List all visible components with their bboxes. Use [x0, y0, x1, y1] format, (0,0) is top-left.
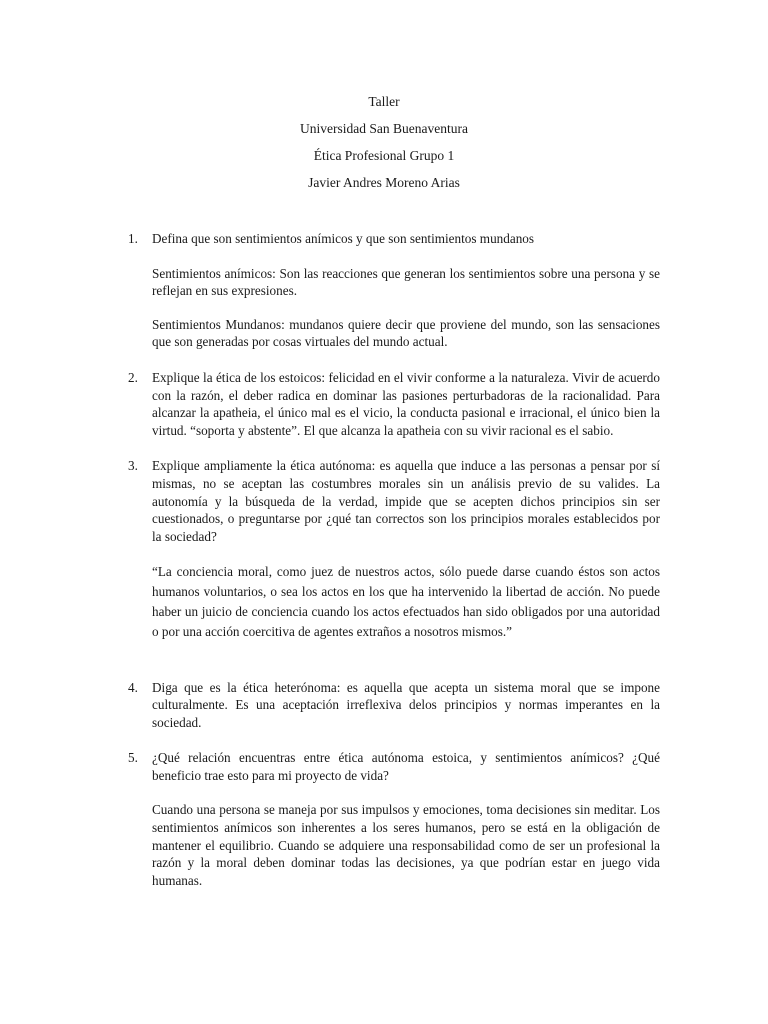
- item-number: 4.: [128, 679, 138, 695]
- course-name: Ética Profesional Grupo 1: [313, 148, 455, 163]
- question-text: ¿Qué relación encuentras entre ética autónoma estoica, y sentimientos anímicos? ¿Qué beneficio trae esto para mi proyecto de vida?: [152, 750, 660, 783]
- list-item: [128, 457, 660, 641]
- university-name: Universidad San Buenaventura: [300, 121, 468, 136]
- list-item: [128, 230, 660, 351]
- question-text: Explique la ética de los estoicos: felicidad en el vivir conforme a la naturaleza. Vivir de acuerdo con la razón, el deber radica en dominar las pasiones perturbadoras de la racionalidad. Para alcanzar la apatheia, el único mal es el vicio, la conducta pasional e irracional, el único bien la virtud. “soporta y abstente”. El que alcanza la apatheia con su vivir racional es el sabio.: [152, 369, 660, 438]
- answer-paragraph: Sentimientos Mundanos: mundanos quiere decir que proviene del mundo, son las sensaciones que son generadas por cosas virtuales del mundo actual.: [152, 316, 660, 350]
- question-list: [128, 230, 660, 907]
- document-header: [0, 88, 768, 196]
- list-item: [128, 679, 660, 732]
- question-text: Diga que es la ética heterónoma: es aquella que acepta un sistema moral que se impone culturalmente. Es una aceptación irreflexiva delos principios y normas imperantes en la sociedad.: [152, 679, 660, 730]
- quote-paragraph: “La conciencia moral, como juez de nuestros actos, sólo puede darse cuando éstos son actos humanos voluntarios, o sea los actos en los que ha intervenido la libertad de acción. No puede haber un juicio de conciencia cuando los actos efectuados han sido obligados por una autoridad o por una acción coercitiva de agentes extraños a nosotros mismos.”: [152, 564, 660, 639]
- question-text: Explique ampliamente la ética autónoma: es aquella que induce a las personas a pensar por sí mismas, no se aceptan las costumbres morales sin un análisis previo de su valides. La autonomía y la búsqueda de la verdad, impide que se acepten dichos principios sin ser cuestionados, o preguntarse por ¿qué tan correctos son los principios morales establecidos por la sociedad?: [152, 458, 660, 544]
- author-name: Javier Andres Moreno Arias: [308, 175, 460, 190]
- item-number: 5.: [128, 750, 138, 766]
- item-number: 1.: [128, 231, 138, 246]
- list-item: [128, 749, 660, 889]
- answer-paragraph: Cuando una persona se maneja por sus impulsos y emociones, toma decisiones sin meditar. Los sentimientos anímicos son inherentes a los seres humanos, pero se está en la obligación de mantener el equilibrio. Cuando se adquiere una responsabilidad como de ser un profesional la razón y la moral deben dominar todas las decisiones, ya que podrían estar en juego vida humanas.: [152, 802, 660, 888]
- question-text: Defina que son sentimientos anímicos y que son sentimientos mundanos: [152, 231, 535, 246]
- item-number: 2.: [128, 369, 138, 385]
- list-item: [128, 369, 660, 439]
- document-title: Taller: [368, 94, 400, 109]
- item-number: 3.: [128, 458, 138, 474]
- answer-paragraph: Sentimientos anímicos: Son las reacciones que generan los sentimientos sobre una persona y se reflejan en sus expresiones.: [152, 265, 660, 299]
